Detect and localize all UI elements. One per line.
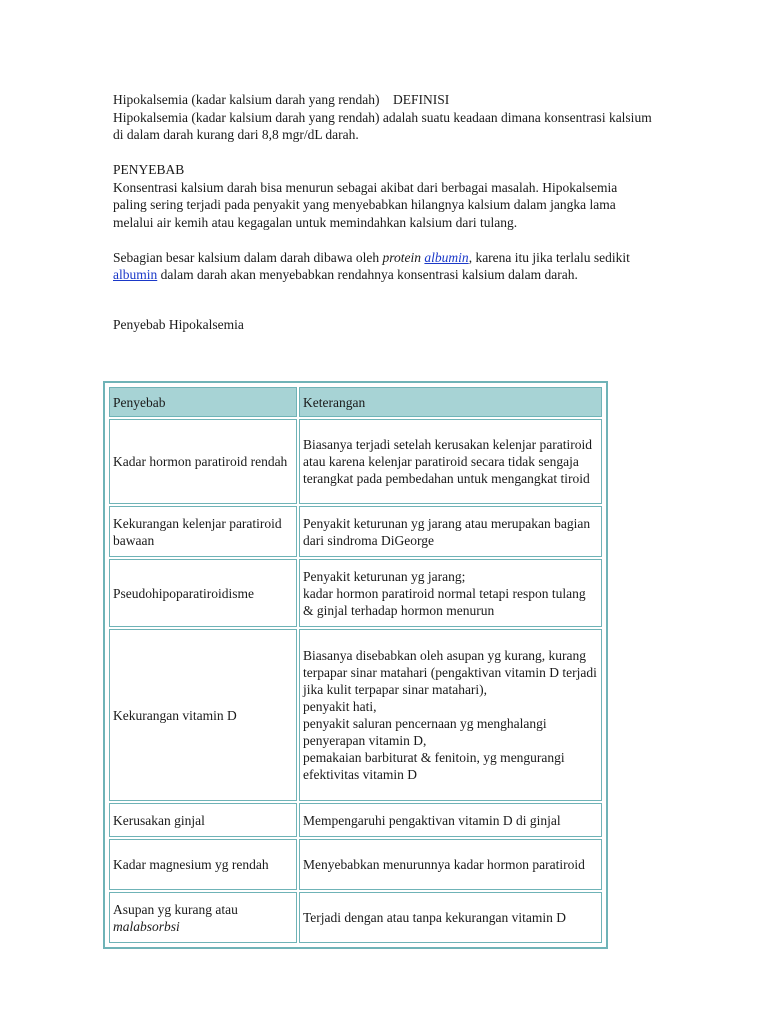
- cause-cell: [109, 892, 297, 943]
- cause-paragraph: Konsentrasi kalsium darah bisa menurun sebagai akibat dari berbagai masalah. Hipokalsemia paling sering terjadi pada penyakit yang menyebabkan hilangnya kalsium dalam jangka lama melalui air kemih atau kegagalan untuk memindahkan kalsium dari tulang.: [113, 179, 618, 230]
- table-row: [109, 803, 602, 837]
- table-row: [109, 419, 602, 504]
- notes-cell: [299, 559, 602, 627]
- cause-text: Pseudohipoparatiroidisme: [113, 585, 254, 601]
- table-caption: Penyebab Hipokalsemia: [113, 316, 244, 332]
- notes-cell: [299, 629, 602, 801]
- notes-line: Biasanya disebabkan oleh asupan yg kurang, kurang terpapar sinar matahari (pengaktivan vitamin D terjadi jika kulit terpapar sinar matahari),: [303, 648, 597, 697]
- table-row: [109, 559, 602, 627]
- notes-line: Biasanya terjadi setelah kerusakan kelenjar paratiroid atau karena kelenjar paratiroid secara tidak sengaja terangkat pada pembedahan untuk mengangkat tiroid: [303, 437, 592, 486]
- cause-text: Kekurangan kelenjar paratiroid bawaan: [113, 515, 282, 548]
- table-row: [109, 892, 602, 943]
- albumin-paragraph: [113, 249, 653, 284]
- cause-cell: [109, 803, 297, 837]
- notes-cell: [299, 892, 602, 943]
- notes-line: kadar hormon paratiroid normal tetapi respon tulang & ginjal terhadap hormon menurun: [303, 585, 586, 618]
- cause-text: Kerusakan ginjal: [113, 812, 205, 828]
- cause-text: Kekurangan vitamin D: [113, 707, 237, 723]
- albumin-link-2[interactable]: albumin: [113, 267, 158, 282]
- cause-italic-text: malabsorbsi: [113, 918, 180, 934]
- notes-line: Penyakit keturunan yg jarang atau merupakan bagian dari sindroma DiGeorge: [303, 515, 591, 548]
- cause-cell: [109, 629, 297, 801]
- albumin-text-2: , karena itu jika terlalu sedikit: [468, 249, 630, 265]
- cause-text: Kadar magnesium yg rendah: [113, 857, 269, 872]
- document-body: [113, 91, 653, 333]
- table-row: [109, 839, 602, 890]
- notes-cell: [299, 506, 602, 557]
- definition-paragraph: Hipokalsemia (kadar kalsium darah yang rendah) adalah suatu keadaan dimana konsentrasi kalsium di dalam darah kurang dari 8,8 mgr/dL darah.: [113, 109, 652, 142]
- notes-cell: [299, 839, 602, 890]
- notes-line: pemakaian barbiturat & fenitoin, yg mengurangi efektivitas vitamin D: [303, 750, 565, 782]
- cause-cell: [109, 839, 297, 890]
- notes-line: Terjadi dengan atau tanpa kekurangan vitamin D: [303, 910, 566, 925]
- albumin-text-1: Sebagian besar kalsium dalam darah dibawa oleh: [113, 249, 383, 265]
- notes-line: Mempengaruhi pengaktivan vitamin D di ginjal: [303, 812, 561, 828]
- table-row: [109, 629, 602, 801]
- title-line: Hipokalsemia (kadar kalsium darah yang rendah) DEFINISI: [113, 92, 450, 107]
- table-row: [109, 506, 602, 557]
- notes-cell: [299, 419, 602, 504]
- notes-cell: [299, 803, 602, 837]
- table-header-row: [109, 387, 602, 417]
- cause-cell: [109, 419, 297, 504]
- notes-line: Menyebabkan menurunnya kadar hormon paratiroid: [303, 857, 585, 872]
- cause-text: Asupan yg kurang atau: [113, 901, 238, 917]
- cause-cell: [109, 559, 297, 627]
- cause-cell: [109, 506, 297, 557]
- cause-heading: PENYEBAB: [113, 162, 185, 177]
- albumin-text-3: dalam darah akan menyebabkan rendahnya konsentrasi kalsium dalam darah.: [157, 267, 578, 282]
- notes-line: penyakit saluran pencernaan yg menghalangi penyerapan vitamin D,: [303, 716, 547, 748]
- notes-line: penyakit hati,: [303, 699, 377, 714]
- notes-line: Penyakit keturunan yg jarang;: [303, 568, 466, 584]
- cause-text: Kadar hormon paratiroid rendah: [113, 454, 288, 469]
- header-cause: Penyebab: [109, 387, 297, 417]
- header-notes: Keterangan: [299, 387, 602, 417]
- causes-table: [103, 381, 608, 949]
- protein-word: protein: [382, 249, 422, 265]
- albumin-link[interactable]: albumin: [424, 249, 469, 265]
